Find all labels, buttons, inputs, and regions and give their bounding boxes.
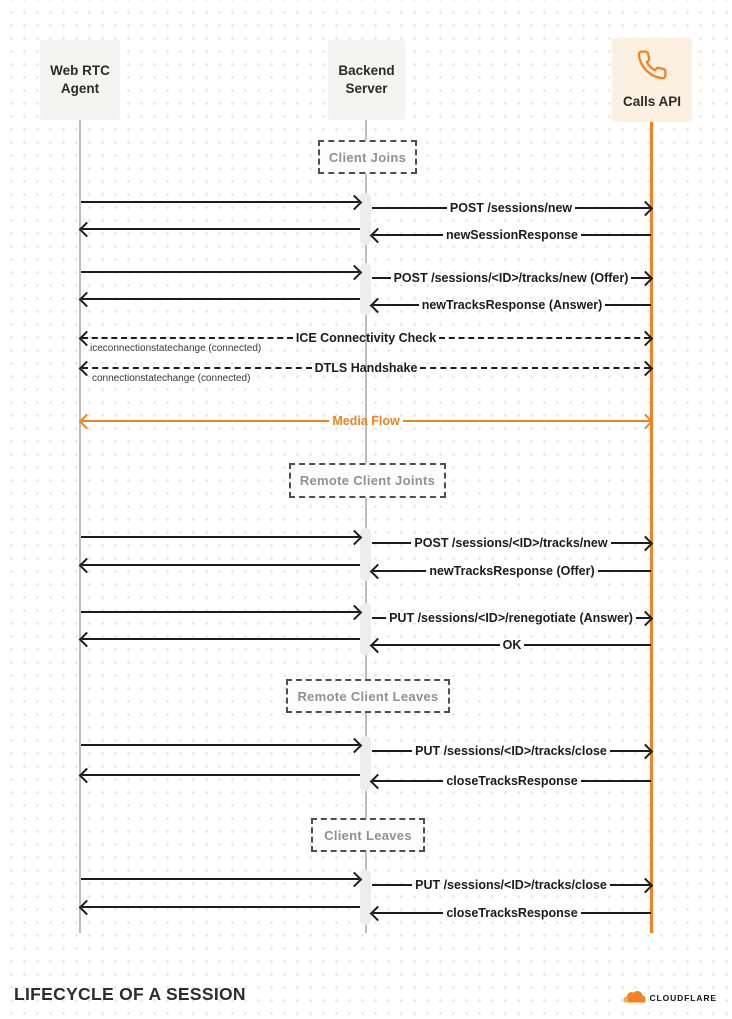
arrow-web-to-backend [81,605,360,619]
actor-web-rtc-agent [40,40,120,120]
arrowhead-right [638,200,654,216]
phase-client-leaves [311,818,425,852]
arrow-line [82,337,293,339]
arrowhead-left [79,631,95,647]
actor-label: Calls API [622,94,682,109]
arrowhead-left [370,563,386,579]
arrow-line [439,337,650,339]
arrow-line [82,564,360,566]
arrow-backend-to-web [81,768,360,782]
arrow-backend-to-web [81,900,360,914]
message-label: DTLS Handshake [314,360,418,375]
arrow-line [581,780,651,782]
arrowhead-left [370,297,386,313]
message-label: PUT /sessions/<ID>/tracks/close [415,877,607,892]
arrow-backend-to-calls [372,271,651,285]
arrow-line [372,207,447,209]
phase-label: Client Joins [328,149,407,165]
page-title: LIFECYCLE OF A SESSION [14,984,246,1004]
message-label: closeTracksResponse [446,905,578,920]
arrow-calls-to-backend [372,564,651,578]
arrowhead-left [370,227,386,243]
arrow-calls-to-backend [372,906,651,920]
arrow-media-flow [81,414,651,428]
arrow-line [82,906,360,908]
message-label: PUT /sessions/<ID>/tracks/close [415,743,607,758]
arrowhead-right [347,604,363,620]
arrowhead-right [347,737,363,753]
arrowhead-right [638,535,654,551]
arrowhead-left [79,413,95,429]
arrow-line [81,271,359,273]
arrow-line [373,644,500,646]
message-label: closeTracksResponse [446,773,578,788]
arrow-line [372,884,412,886]
arrow-line [81,536,359,538]
arrow-line [372,542,411,544]
arrow-web-to-backend [81,872,360,886]
message-label: newTracksResponse (Answer) [421,297,603,312]
event-note-dtls: connectionstatechange (connected) [92,373,251,384]
arrow-calls-to-backend [372,228,651,242]
arrowhead-left [79,899,95,915]
arrow-line [372,277,391,279]
arrow-line [82,420,329,422]
arrow-line [372,617,386,619]
message-label: PUT /sessions/<ID>/renegotiate (Answer) [389,610,633,625]
cloudflare-cloud-icon [622,990,646,1005]
arrowhead-left [370,905,386,921]
arrow-web-to-backend [81,738,360,752]
arrowhead-right [638,877,654,893]
actor-calls-api [612,38,692,122]
arrow-line [82,774,360,776]
lifeline-calls-api [650,122,653,933]
arrow-calls-to-backend [372,298,651,312]
arrow-backend-to-web [81,292,360,306]
arrowhead-right [347,264,363,280]
arrow-backend-to-calls [372,536,651,550]
arrowhead-right [638,413,654,429]
arrow-backend-to-calls [372,201,651,215]
message-label: POST /sessions/<ID>/tracks/new [414,535,608,550]
arrowhead-left [79,221,95,237]
arrowhead-right [347,871,363,887]
message-label: newSessionResponse [446,227,578,242]
phase-label: Remote Client Joints [299,473,436,488]
arrowhead-left [79,557,95,573]
arrow-line [81,878,359,880]
arrow-web-to-backend [81,195,360,209]
arrow-line [82,228,360,230]
arrow-backend-to-web [81,222,360,236]
arrowhead-left [370,637,386,653]
arrow-line [82,367,312,369]
cloudflare-logo [622,990,717,1005]
phase-label: Remote Client Leaves [297,688,439,704]
arrow-line [403,420,650,422]
arrow-line [372,750,412,752]
arrow-calls-to-backend [372,638,651,652]
activation-bar [360,193,371,245]
arrowhead-right [638,610,654,626]
arrowhead-left [79,291,95,307]
arrow-web-to-backend [81,265,360,279]
arrow-backend-to-calls [372,744,651,758]
arrow-line [598,570,651,572]
phase-client-joins [318,140,417,174]
arrow-calls-to-backend [372,774,651,788]
actor-backend-server [328,40,405,120]
arrowhead-right [638,330,654,346]
phone-icon [636,49,668,86]
message-label: OK [502,637,522,652]
arrowhead-left [79,767,95,783]
arrow-line [524,644,651,646]
activation-bar [360,263,371,315]
message-label: newTracksResponse (Offer) [429,563,595,578]
arrowhead-right [347,194,363,210]
arrow-backend-to-calls [372,878,651,892]
arrow-line [81,744,359,746]
phase-label: Client Leaves [324,827,412,843]
arrow-line [81,201,359,203]
arrowhead-left [370,773,386,789]
event-note-ice: iceconnectionstatechange (connected) [90,343,262,354]
arrow-backend-to-calls [372,611,651,625]
arrowhead-right [638,360,654,376]
arrow-backend-to-web [81,632,360,646]
phase-remote-client-leaves [286,679,450,713]
arrow-line [605,304,651,306]
arrowhead-right [347,529,363,545]
phase-remote-client-joints [289,463,446,498]
cloudflare-wordmark: CLOUDFLARE [649,992,717,1003]
message-label: ICE Connectivity Check [295,330,437,345]
activation-bar [360,603,371,655]
arrowhead-right [638,743,654,759]
arrowhead-right [638,270,654,286]
arrow-line [581,234,651,236]
arrow-backend-to-web [81,558,360,572]
message-label: Media Flow [332,413,400,428]
arrow-line [81,611,359,613]
arrow-line [420,367,650,369]
arrow-web-to-backend [81,530,360,544]
message-label: POST /sessions/<ID>/tracks/new (Offer) [393,270,629,285]
arrow-line [82,638,360,640]
message-label: POST /sessions/new [449,200,573,215]
actor-label: Web RTC Agent [50,63,110,96]
lifeline-web-rtc-agent [79,120,81,933]
actor-label: Backend Server [338,63,395,96]
arrow-line [82,298,360,300]
arrow-line [581,912,651,914]
